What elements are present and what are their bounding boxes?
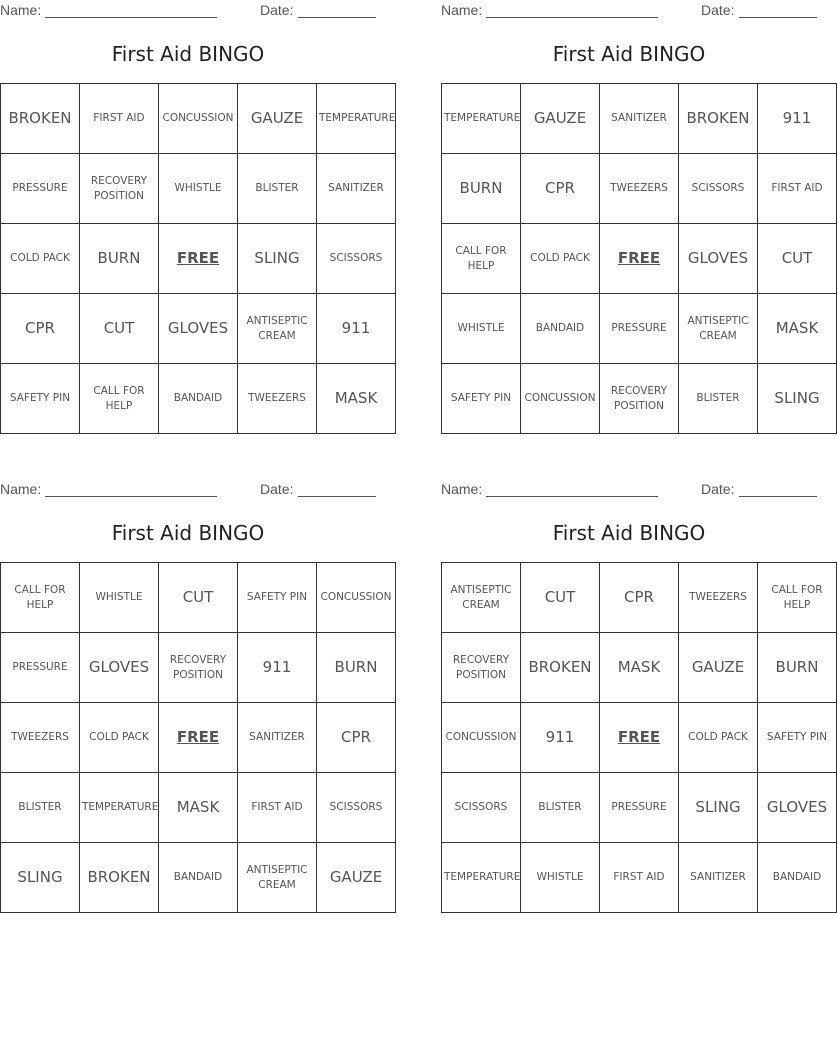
bingo-cell: BANDAID	[159, 364, 238, 434]
bingo-row	[1, 294, 396, 364]
bingo-cell: BLISTER	[521, 773, 600, 843]
bingo-row	[442, 563, 837, 633]
bingo-cell: TWEEZERS	[1, 703, 80, 773]
card-title: First Aid BINGO	[552, 521, 706, 545]
bingo-row	[442, 773, 837, 843]
bingo-cell: PRESSURE	[1, 633, 80, 703]
bingo-cell: BLISTER	[1, 773, 80, 843]
bingo-cell: GAUZE	[238, 84, 317, 154]
bingo-cell: SCISSORS	[317, 224, 396, 294]
bingo-row	[442, 154, 837, 224]
bingo-cell: TWEEZERS	[600, 154, 679, 224]
bingo-row	[1, 703, 396, 773]
bingo-grid	[0, 562, 396, 913]
bingo-row	[1, 154, 396, 224]
bingo-cell: 911	[758, 84, 837, 154]
bingo-cell: BROKEN	[521, 633, 600, 703]
bingo-cell: COLD PACK	[80, 703, 159, 773]
bingo-row	[1, 84, 396, 154]
bingo-cell: TEMPERATURE	[442, 84, 521, 154]
card-title: First Aid BINGO	[111, 42, 265, 66]
bingo-cell: SCISSORS	[442, 773, 521, 843]
bingo-row	[442, 84, 837, 154]
bingo-cell: CONCUSSION	[317, 563, 396, 633]
date-label: Date:	[260, 481, 294, 497]
bingo-cell: MASK	[317, 364, 396, 434]
bingo-cell: SLING	[1, 843, 80, 913]
bingo-cell: ANTISEPTIC CREAM	[238, 843, 317, 913]
bingo-cell: SANITIZER	[238, 703, 317, 773]
bingo-cell: FIRST AID	[80, 84, 159, 154]
bingo-cell: CPR	[1, 294, 80, 364]
bingo-cell: SANITIZER	[679, 843, 758, 913]
name-label: Name:	[0, 481, 42, 497]
bingo-cell: BLISTER	[238, 154, 317, 224]
bingo-card-3	[0, 479, 392, 891]
bingo-cell: CUT	[80, 294, 159, 364]
bingo-cell: ANTISEPTIC CREAM	[679, 294, 758, 364]
date-blank-line	[298, 496, 376, 497]
bingo-cell: GLOVES	[679, 224, 758, 294]
bingo-row	[1, 773, 396, 843]
bingo-cell: SANITIZER	[600, 84, 679, 154]
bingo-cell: GAUZE	[317, 843, 396, 913]
bingo-row	[442, 703, 837, 773]
bingo-cell: GLOVES	[758, 773, 837, 843]
bingo-cell: SAFETY PIN	[758, 703, 837, 773]
bingo-cell: CONCUSSION	[159, 84, 238, 154]
bingo-cell: SAFETY PIN	[1, 364, 80, 434]
bingo-cell: FIRST AID	[238, 773, 317, 843]
bingo-cell: COLD PACK	[1, 224, 80, 294]
bingo-card-2	[441, 0, 823, 412]
bingo-cell: BROKEN	[80, 843, 159, 913]
bingo-row	[442, 633, 837, 703]
bingo-cell: BROKEN	[679, 84, 758, 154]
bingo-cell: TWEEZERS	[238, 364, 317, 434]
bingo-cell: CUT	[758, 224, 837, 294]
bingo-cell: SCISSORS	[317, 773, 396, 843]
bingo-cell: SAFETY PIN	[238, 563, 317, 633]
date-label: Date:	[701, 2, 735, 18]
bingo-row	[1, 633, 396, 703]
bingo-cell: SCISSORS	[679, 154, 758, 224]
bingo-row	[442, 224, 837, 294]
card-header	[0, 479, 376, 501]
bingo-cell: WHISTLE	[521, 843, 600, 913]
bingo-cell: CPR	[521, 154, 600, 224]
name-label: Name:	[0, 2, 42, 18]
name-blank-line	[45, 17, 217, 18]
bingo-cell: MASK	[758, 294, 837, 364]
bingo-row	[1, 364, 396, 434]
bingo-cell: BANDAID	[521, 294, 600, 364]
date-blank-line	[739, 17, 817, 18]
bingo-cell: BANDAID	[159, 843, 238, 913]
name-blank-line	[45, 496, 217, 497]
bingo-cell: SLING	[679, 773, 758, 843]
bingo-cell: SAFETY PIN	[442, 364, 521, 434]
bingo-cell: CONCUSSION	[521, 364, 600, 434]
bingo-row	[1, 224, 396, 294]
bingo-grid	[0, 83, 396, 434]
bingo-cell: CPR	[600, 563, 679, 633]
bingo-cell: GLOVES	[80, 633, 159, 703]
bingo-cell: BURN	[758, 633, 837, 703]
bingo-row	[442, 364, 837, 434]
bingo-cell: SANITIZER	[317, 154, 396, 224]
bingo-cell: CUT	[159, 563, 238, 633]
bingo-cell: FIRST AID	[600, 843, 679, 913]
bingo-row	[442, 843, 837, 913]
free-space-cell: FREE	[600, 703, 679, 773]
bingo-grid	[441, 83, 837, 434]
bingo-card-4	[441, 479, 828, 884]
bingo-cell: PRESSURE	[600, 294, 679, 364]
bingo-cell: GAUZE	[679, 633, 758, 703]
card-title: First Aid BINGO	[552, 42, 706, 66]
bingo-grid	[441, 562, 837, 913]
bingo-cell: SLING	[238, 224, 317, 294]
date-blank-line	[298, 17, 376, 18]
name-label: Name:	[441, 2, 483, 18]
bingo-cell: BURN	[317, 633, 396, 703]
bingo-cell: RECOVERY POSITION	[80, 154, 159, 224]
bingo-cell: CONCUSSION	[442, 703, 521, 773]
bingo-card-1	[0, 0, 396, 412]
bingo-cell: ANTISEPTIC CREAM	[238, 294, 317, 364]
name-blank-line	[486, 17, 658, 18]
bingo-cell: RECOVERY POSITION	[442, 633, 521, 703]
bingo-cell: TEMPERATURE	[317, 84, 396, 154]
bingo-row	[1, 843, 396, 913]
bingo-cell: MASK	[159, 773, 238, 843]
bingo-cell: PRESSURE	[600, 773, 679, 843]
card-header	[441, 479, 817, 501]
bingo-cell: CALL FOR HELP	[80, 364, 159, 434]
card-header	[0, 0, 376, 22]
bingo-cell: BURN	[80, 224, 159, 294]
bingo-cell: WHISTLE	[442, 294, 521, 364]
bingo-cell: CALL FOR HELP	[442, 224, 521, 294]
bingo-cell: WHISTLE	[159, 154, 238, 224]
bingo-cell: TEMPERATURE	[80, 773, 159, 843]
bingo-row	[442, 294, 837, 364]
bingo-cell: TWEEZERS	[679, 563, 758, 633]
bingo-cell: RECOVERY POSITION	[159, 633, 238, 703]
bingo-cell: COLD PACK	[679, 703, 758, 773]
bingo-cell: BROKEN	[1, 84, 80, 154]
name-blank-line	[486, 496, 658, 497]
free-space-cell: FREE	[159, 703, 238, 773]
bingo-cell: MASK	[600, 633, 679, 703]
bingo-cell: COLD PACK	[521, 224, 600, 294]
bingo-cell: BURN	[442, 154, 521, 224]
name-label: Name:	[441, 481, 483, 497]
bingo-cell: SLING	[758, 364, 837, 434]
card-header	[441, 0, 817, 22]
bingo-cell: CALL FOR HELP	[758, 563, 837, 633]
bingo-cell: ANTISEPTIC CREAM	[442, 563, 521, 633]
bingo-cell: GLOVES	[159, 294, 238, 364]
bingo-cell: FIRST AID	[758, 154, 837, 224]
bingo-row	[1, 563, 396, 633]
bingo-cell: BLISTER	[679, 364, 758, 434]
date-label: Date:	[260, 2, 294, 18]
bingo-cell: BANDAID	[758, 843, 837, 913]
bingo-cell: TEMPERATURE	[442, 843, 521, 913]
bingo-cell: PRESSURE	[1, 154, 80, 224]
card-title: First Aid BINGO	[111, 521, 265, 545]
bingo-cell: CUT	[521, 563, 600, 633]
bingo-cell: RECOVERY POSITION	[600, 364, 679, 434]
bingo-cell: 911	[238, 633, 317, 703]
bingo-cell: 911	[317, 294, 396, 364]
bingo-cell: CPR	[317, 703, 396, 773]
date-blank-line	[739, 496, 817, 497]
free-space-cell: FREE	[600, 224, 679, 294]
date-label: Date:	[701, 481, 735, 497]
bingo-cell: CALL FOR HELP	[1, 563, 80, 633]
bingo-cell: 911	[521, 703, 600, 773]
free-space-cell: FREE	[159, 224, 238, 294]
bingo-cell: WHISTLE	[80, 563, 159, 633]
bingo-cell: GAUZE	[521, 84, 600, 154]
